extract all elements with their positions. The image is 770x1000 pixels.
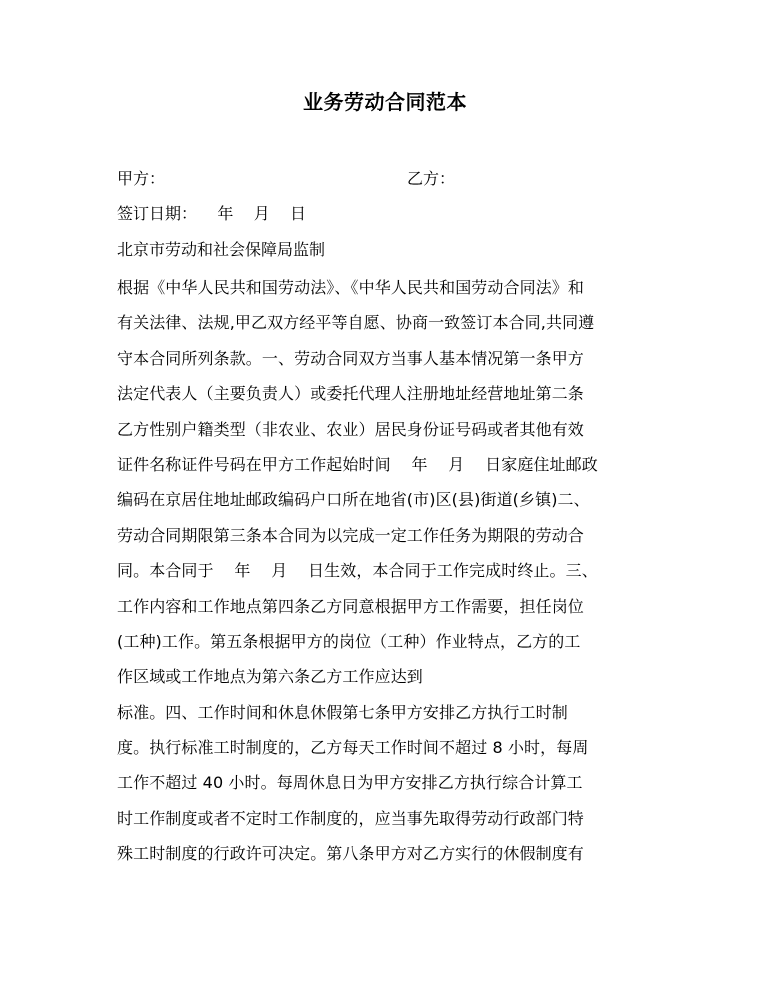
body-line: 编码在京居住地址邮政编码户口所在地省(市)区(县)街道(乡镇)二、 bbox=[117, 490, 590, 510]
supervision-line: 北京市劳动和社会保障局监制 bbox=[117, 240, 326, 259]
body-line: 工作不超过 40 小时。每周休息日为甲方安排乙方执行综合计算工 bbox=[117, 773, 583, 793]
body-line: 乙方性别户籍类型（非农业、农业）居民身份证号码或者其他有效 bbox=[117, 419, 584, 439]
body-line: 守本合同所列条款。一、劳动合同双方当事人基本情况第一条甲方 bbox=[117, 348, 584, 368]
party-b-label: 乙方： bbox=[407, 169, 456, 188]
body-line: 时工作制度或者不定时工作制度的，应当事先取得劳动行政部门特 bbox=[117, 808, 584, 828]
party-row bbox=[117, 163, 677, 195]
body-line: 有关法律、法规,甲乙双方经平等自愿、协商一致签订本合同,共同遵 bbox=[117, 313, 595, 333]
body-line: 根据《中华人民共和国劳动法》、《中华人民共和国劳动合同法》和 bbox=[117, 278, 585, 297]
body-line: (工种)工作。第五条根据甲方的岗位（工种）作业特点，乙方的工 bbox=[117, 631, 581, 651]
body-line: 同。本合同于 年 月 日生效，本合同于工作完成时终止。三、 bbox=[117, 561, 598, 581]
body-line: 工作内容和工作地点第四条乙方同意根据甲方工作需要，担任岗位 bbox=[117, 596, 584, 616]
party-a-label: 甲方： bbox=[117, 169, 166, 188]
body-line: 法定代表人（主要负责人）或委托代理人注册地址经营地址第二条 bbox=[117, 384, 584, 404]
body-line: 作区域或工作地点为第六条乙方工作应达到 bbox=[117, 667, 423, 687]
body-line: 标准。四、工作时间和休息休假第七条甲方安排乙方执行工时制 bbox=[117, 702, 568, 722]
contract-body bbox=[117, 270, 677, 872]
sign-date-line: 签订日期： 年 月 日 bbox=[117, 204, 307, 223]
body-line: 度。执行标准工时制度的，乙方每天工作时间不超过 8 小时，每周 bbox=[117, 738, 589, 758]
body-line: 殊工时制度的行政许可决定。第八条甲方对乙方实行的休假制度有 bbox=[117, 844, 584, 864]
document-title: 业务劳动合同范本 bbox=[303, 90, 467, 114]
body-line: 证件名称证件号码在甲方工作起始时间 年 月 日家庭住址邮政 bbox=[117, 454, 598, 474]
body-line: 劳动合同期限第三条本合同为以完成一定工作任务为期限的劳动合 bbox=[117, 525, 584, 545]
